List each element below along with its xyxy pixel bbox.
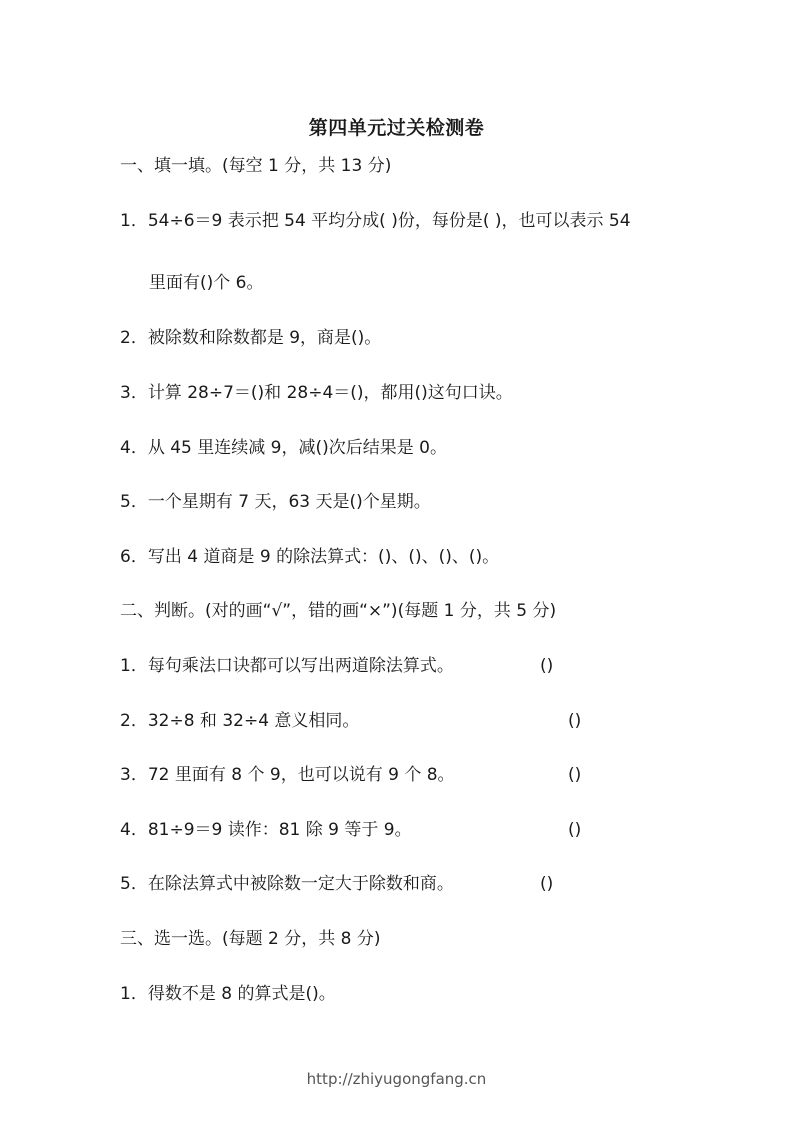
section-heading-fill: 一、填一填。(每空 1 分，共 13 分) xyxy=(120,156,392,176)
answer-parentheses: () xyxy=(540,874,554,894)
answer-parentheses: () xyxy=(568,765,582,785)
judge-question-text: 2．32÷8 和 32÷4 意义相同。 xyxy=(120,711,360,731)
judge-question-text: 3．72 里面有 8 个 9，也可以说有 9 个 8。 xyxy=(120,765,455,785)
question-text-continued: 里面有()个 6。 xyxy=(149,273,264,293)
judge-question-text: 4．81÷9＝9 读作：81 除 9 等于 9。 xyxy=(120,820,412,840)
question-text: 1．54÷6＝9 表示把 54 平均分成( )份，每份是( )，也可以表示 54 xyxy=(120,211,631,231)
answer-parentheses: () xyxy=(540,656,554,676)
question-text: 3．计算 28÷7＝()和 28÷4＝()，都用()这句口诀。 xyxy=(120,383,513,403)
section-heading-choose: 三、选一选。(每题 2 分，共 8 分) xyxy=(120,929,381,949)
judge-question-text: 5．在除法算式中被除数一定大于除数和商。 xyxy=(120,874,454,894)
page-title: 第四单元过关检测卷 xyxy=(308,117,485,139)
judge-question-text: 1．每句乘法口诀都可以写出两道除法算式。 xyxy=(120,656,454,676)
choice-question-text: 1．得数不是 8 的算式是()。 xyxy=(120,984,336,1004)
question-text: 6．写出 4 道商是 9 的除法算式：()、()、()、()。 xyxy=(120,547,500,567)
footer-url[interactable]: http://zhiyugongfang.cn xyxy=(306,1070,487,1088)
question-text: 2．被除数和除数都是 9，商是()。 xyxy=(120,328,382,348)
question-text: 4．从 45 里连续减 9，减()次后结果是 0。 xyxy=(120,438,447,458)
section-heading-judge: 二、判断。(对的画“√”，错的画“×”)(每题 1 分，共 5 分) xyxy=(120,601,557,621)
answer-parentheses: () xyxy=(568,711,582,731)
answer-parentheses: () xyxy=(568,820,582,840)
question-text: 5．一个星期有 7 天，63 天是()个星期。 xyxy=(120,492,431,512)
